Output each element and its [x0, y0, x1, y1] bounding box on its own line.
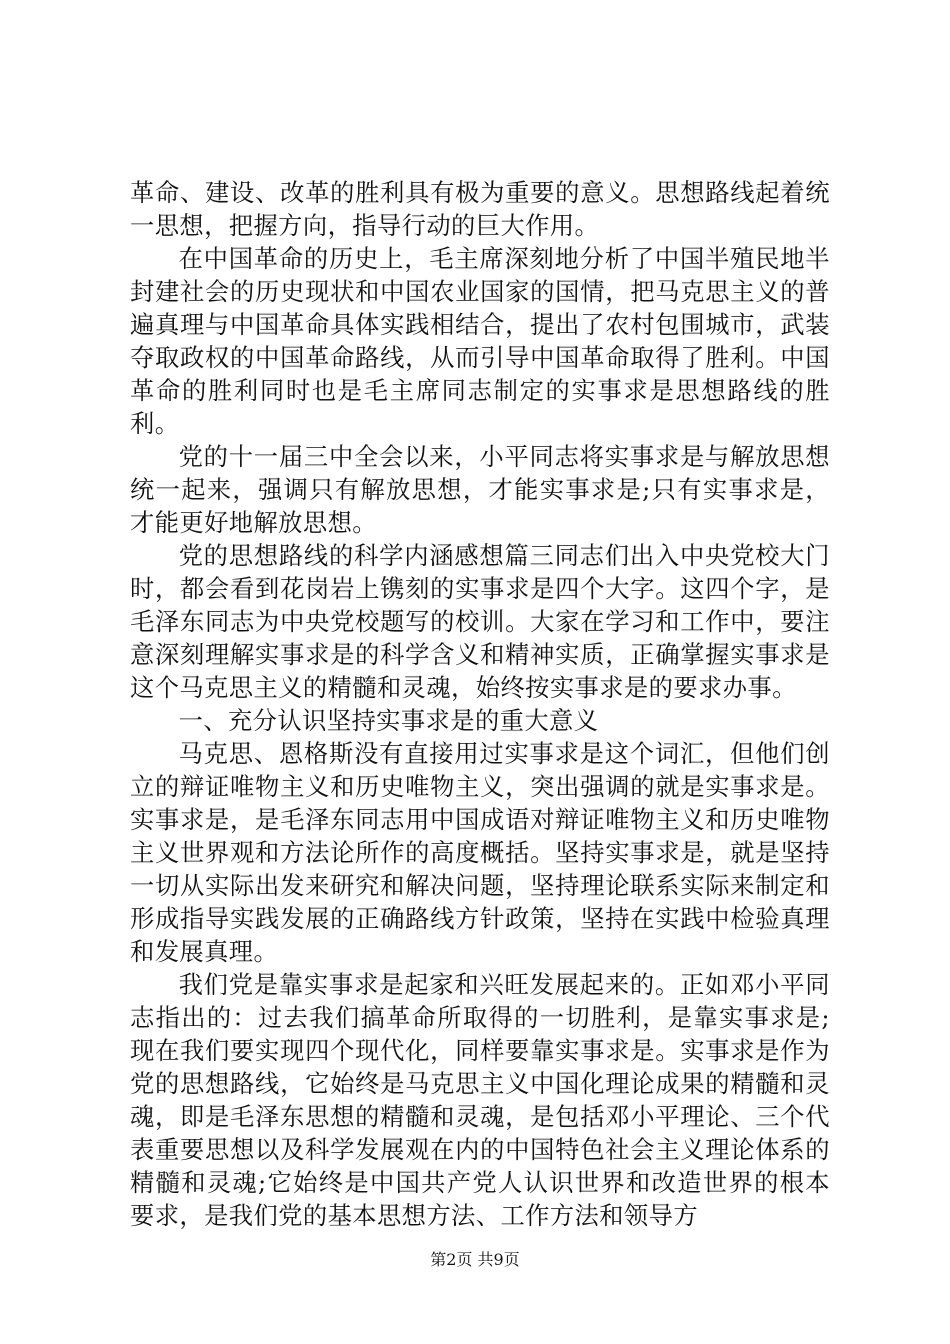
paragraph-5: 马克思、恩格斯没有直接用过实事求是这个词汇，但他们创立的辩证唯物主义和历史唯物主义，突出强调的就是实事求是。实事求是，是毛泽东同志用中国成语对辩证唯物主义和历史唯物主义世界观和方法论所作的高度概括。坚持实事求是，就是坚持一切从实际出发来研究和解决问题，坚持理论联系实际来制定和形成指导实践发展的正确路线方针政策，坚持在实践中检验真理和发展真理。: [130, 739, 830, 966]
paragraph-6: 我们党是靠实事求是起家和兴旺发展起来的。正如邓小平同志指出的：过去我们搞革命所取得的一切胜利，是靠实事求是;现在我们要实现四个现代化，同样要靠实事求是。实事求是作为党的思想路线，它始终是马克思主义中国化理论成果的精髓和灵魂，即是毛泽东思想的精髓和灵魂，是包括邓小平理论、三个代表重要思想以及科学发展观在内的中国特色社会主义理论体系的精髓和灵魂;它始终是中国共产党人认识世界和改造世界的根本要求，是我们党的基本思想方法、工作方法和领导方: [130, 970, 830, 1230]
paragraph-2: 在中国革命的历史上，毛主席深刻地分析了中国半殖民地半封建社会的历史现状和中国农业国家的国情，把马克思主义的普遍真理与中国革命具体实践相结合，提出了农村包围城市，武装夺取政权的中国革命路线，从而引导中国革命取得了胜利。中国革命的胜利同时也是毛主席同志制定的实事求是思想路线的胜利。: [130, 244, 830, 438]
paragraph-3: 党的十一届三中全会以来，小平同志将实事求是与解放思想统一起来，强调只有解放思想，才能实事求是;只有实事求是，才能更好地解放思想。: [130, 442, 830, 537]
paragraph-4: 党的思想路线的科学内涵感想篇三同志们出入中央党校大门时，都会看到花岗岩上镌刻的实事求是四个大字。这四个字，是毛泽东同志为中央党校题写的校训。大家在学习和工作中，要注意深刻理解实事求是的科学含义和精神实质，正确掌握实事求是这个马克思主义的精髓和灵魂，始终按实事求是的要求办事。: [130, 541, 830, 702]
document-body: [130, 176, 830, 1232]
section-heading: 一、充分认识坚持实事求是的重大意义: [178, 706, 599, 735]
paragraph-1: 革命、建设、改革的胜利具有极为重要的意义。思想路线起着统一思想，把握方向，指导行动的巨大作用。: [130, 178, 830, 240]
page-footer: 第2页 共9页: [430, 1250, 520, 1269]
